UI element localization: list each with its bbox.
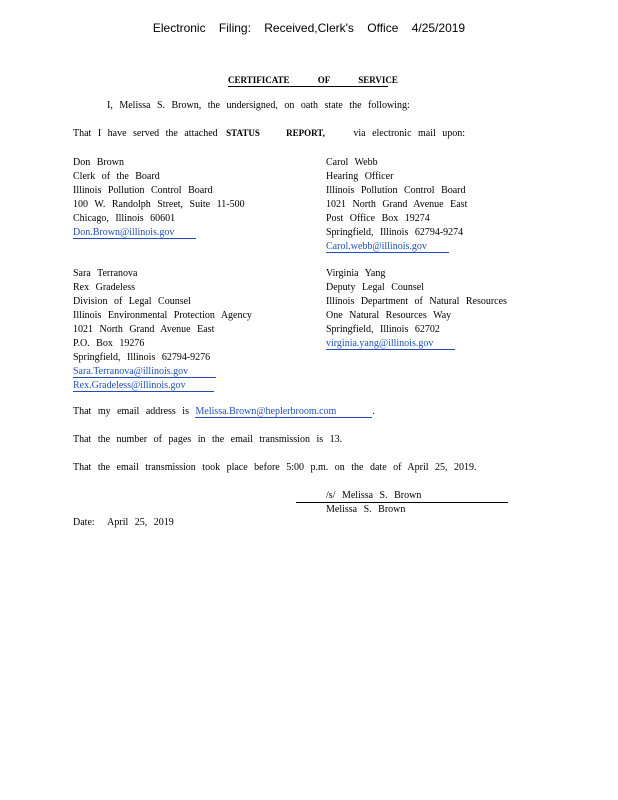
recipient-line: Springfield, Illinois 62794-9276 xyxy=(73,352,211,363)
recipient-line: Springfield, Illinois 62794-9274 xyxy=(326,227,464,238)
recipient-block-3 xyxy=(73,267,252,393)
recipient-line: Illinois Pollution Control Board xyxy=(73,185,213,196)
recipient-line: Virginia Yang xyxy=(326,268,386,279)
recipient-line: Chicago, Illinois 60601 xyxy=(73,213,176,224)
recipient-line: Rex Gradeless xyxy=(73,282,136,293)
recipient-line: Sara Terranova xyxy=(73,268,138,279)
recipient-email-link[interactable]: virginia.yang@illinois.gov xyxy=(326,338,455,350)
recipient-line: Don Brown xyxy=(73,157,124,168)
signature: /s/ Melissa S. Brown xyxy=(326,490,422,501)
date-label: Date: xyxy=(73,517,95,528)
recipient-line: One Natural Resources Way xyxy=(326,310,452,321)
recipient-line: Division of Legal Counsel xyxy=(73,296,191,307)
recipient-email-link[interactable]: Carol.webb@illinois.gov xyxy=(326,241,449,253)
recipient-line: 100 W. Randolph Street, Suite 11-500 xyxy=(73,199,245,210)
time-statement: That the email transmission took place before 5:00 p.m. on the date of April 25, 2019. xyxy=(73,462,477,473)
date-value: April 25, 2019 xyxy=(107,517,174,528)
recipient-line: Post Office Box 19274 xyxy=(326,213,430,224)
recipient-email-link[interactable]: Don.Brown@illinois.gov xyxy=(73,227,196,239)
served-suffix: via electronic mail upon: xyxy=(353,128,466,139)
recipient-line: Illinois Environmental Protection Agency xyxy=(73,310,252,321)
email-statement-suffix: . xyxy=(372,406,375,417)
recipient-line: P.O. Box 19276 xyxy=(73,338,145,349)
pages-statement: That the number of pages in the email transmission is 13. xyxy=(73,434,343,445)
date-line xyxy=(73,517,174,528)
recipient-email-link[interactable]: Rex.Gradeless@illinois.gov xyxy=(73,380,214,392)
recipient-line: Springfield, Illinois 62702 xyxy=(326,324,440,335)
sender-email-link[interactable]: Melissa.Brown@heplerbroom.com xyxy=(195,406,372,418)
recipient-block-1 xyxy=(73,156,245,240)
recipient-line: 1021 North Grand Avenue East xyxy=(73,324,215,335)
served-prefix: That I have served the attached xyxy=(73,128,218,139)
email-statement-prefix: That my email address is xyxy=(73,406,189,417)
recipient-line: Deputy Legal Counsel xyxy=(326,282,424,293)
intro-statement: I, Melissa S. Brown, the undersigned, on oath state the following: xyxy=(107,100,410,111)
recipient-block-2 xyxy=(326,156,467,254)
recipient-line: Illinois Department of Natural Resources xyxy=(326,296,507,307)
served-statement xyxy=(73,128,465,139)
recipient-line: Illinois Pollution Control Board xyxy=(326,185,466,196)
recipient-email-link[interactable]: Sara.Terranova@illinois.gov xyxy=(73,366,216,378)
document-title: CERTIFICATE OF SERVICE xyxy=(228,75,398,85)
recipient-line: Hearing Officer xyxy=(326,171,394,182)
filing-header: Electronic Filing: Received,Clerk's Office 4/25/2019 xyxy=(152,21,466,35)
recipient-line: Clerk of the Board xyxy=(73,171,160,182)
signer-name: Melissa S. Brown xyxy=(326,504,406,515)
email-statement xyxy=(73,406,375,418)
recipient-block-4 xyxy=(326,267,507,351)
signature-line xyxy=(296,490,508,503)
recipient-line: 1021 North Grand Avenue East xyxy=(326,199,468,210)
recipient-line: Carol Webb xyxy=(326,157,378,168)
served-document-name: STATUS REPORT, xyxy=(226,128,325,138)
